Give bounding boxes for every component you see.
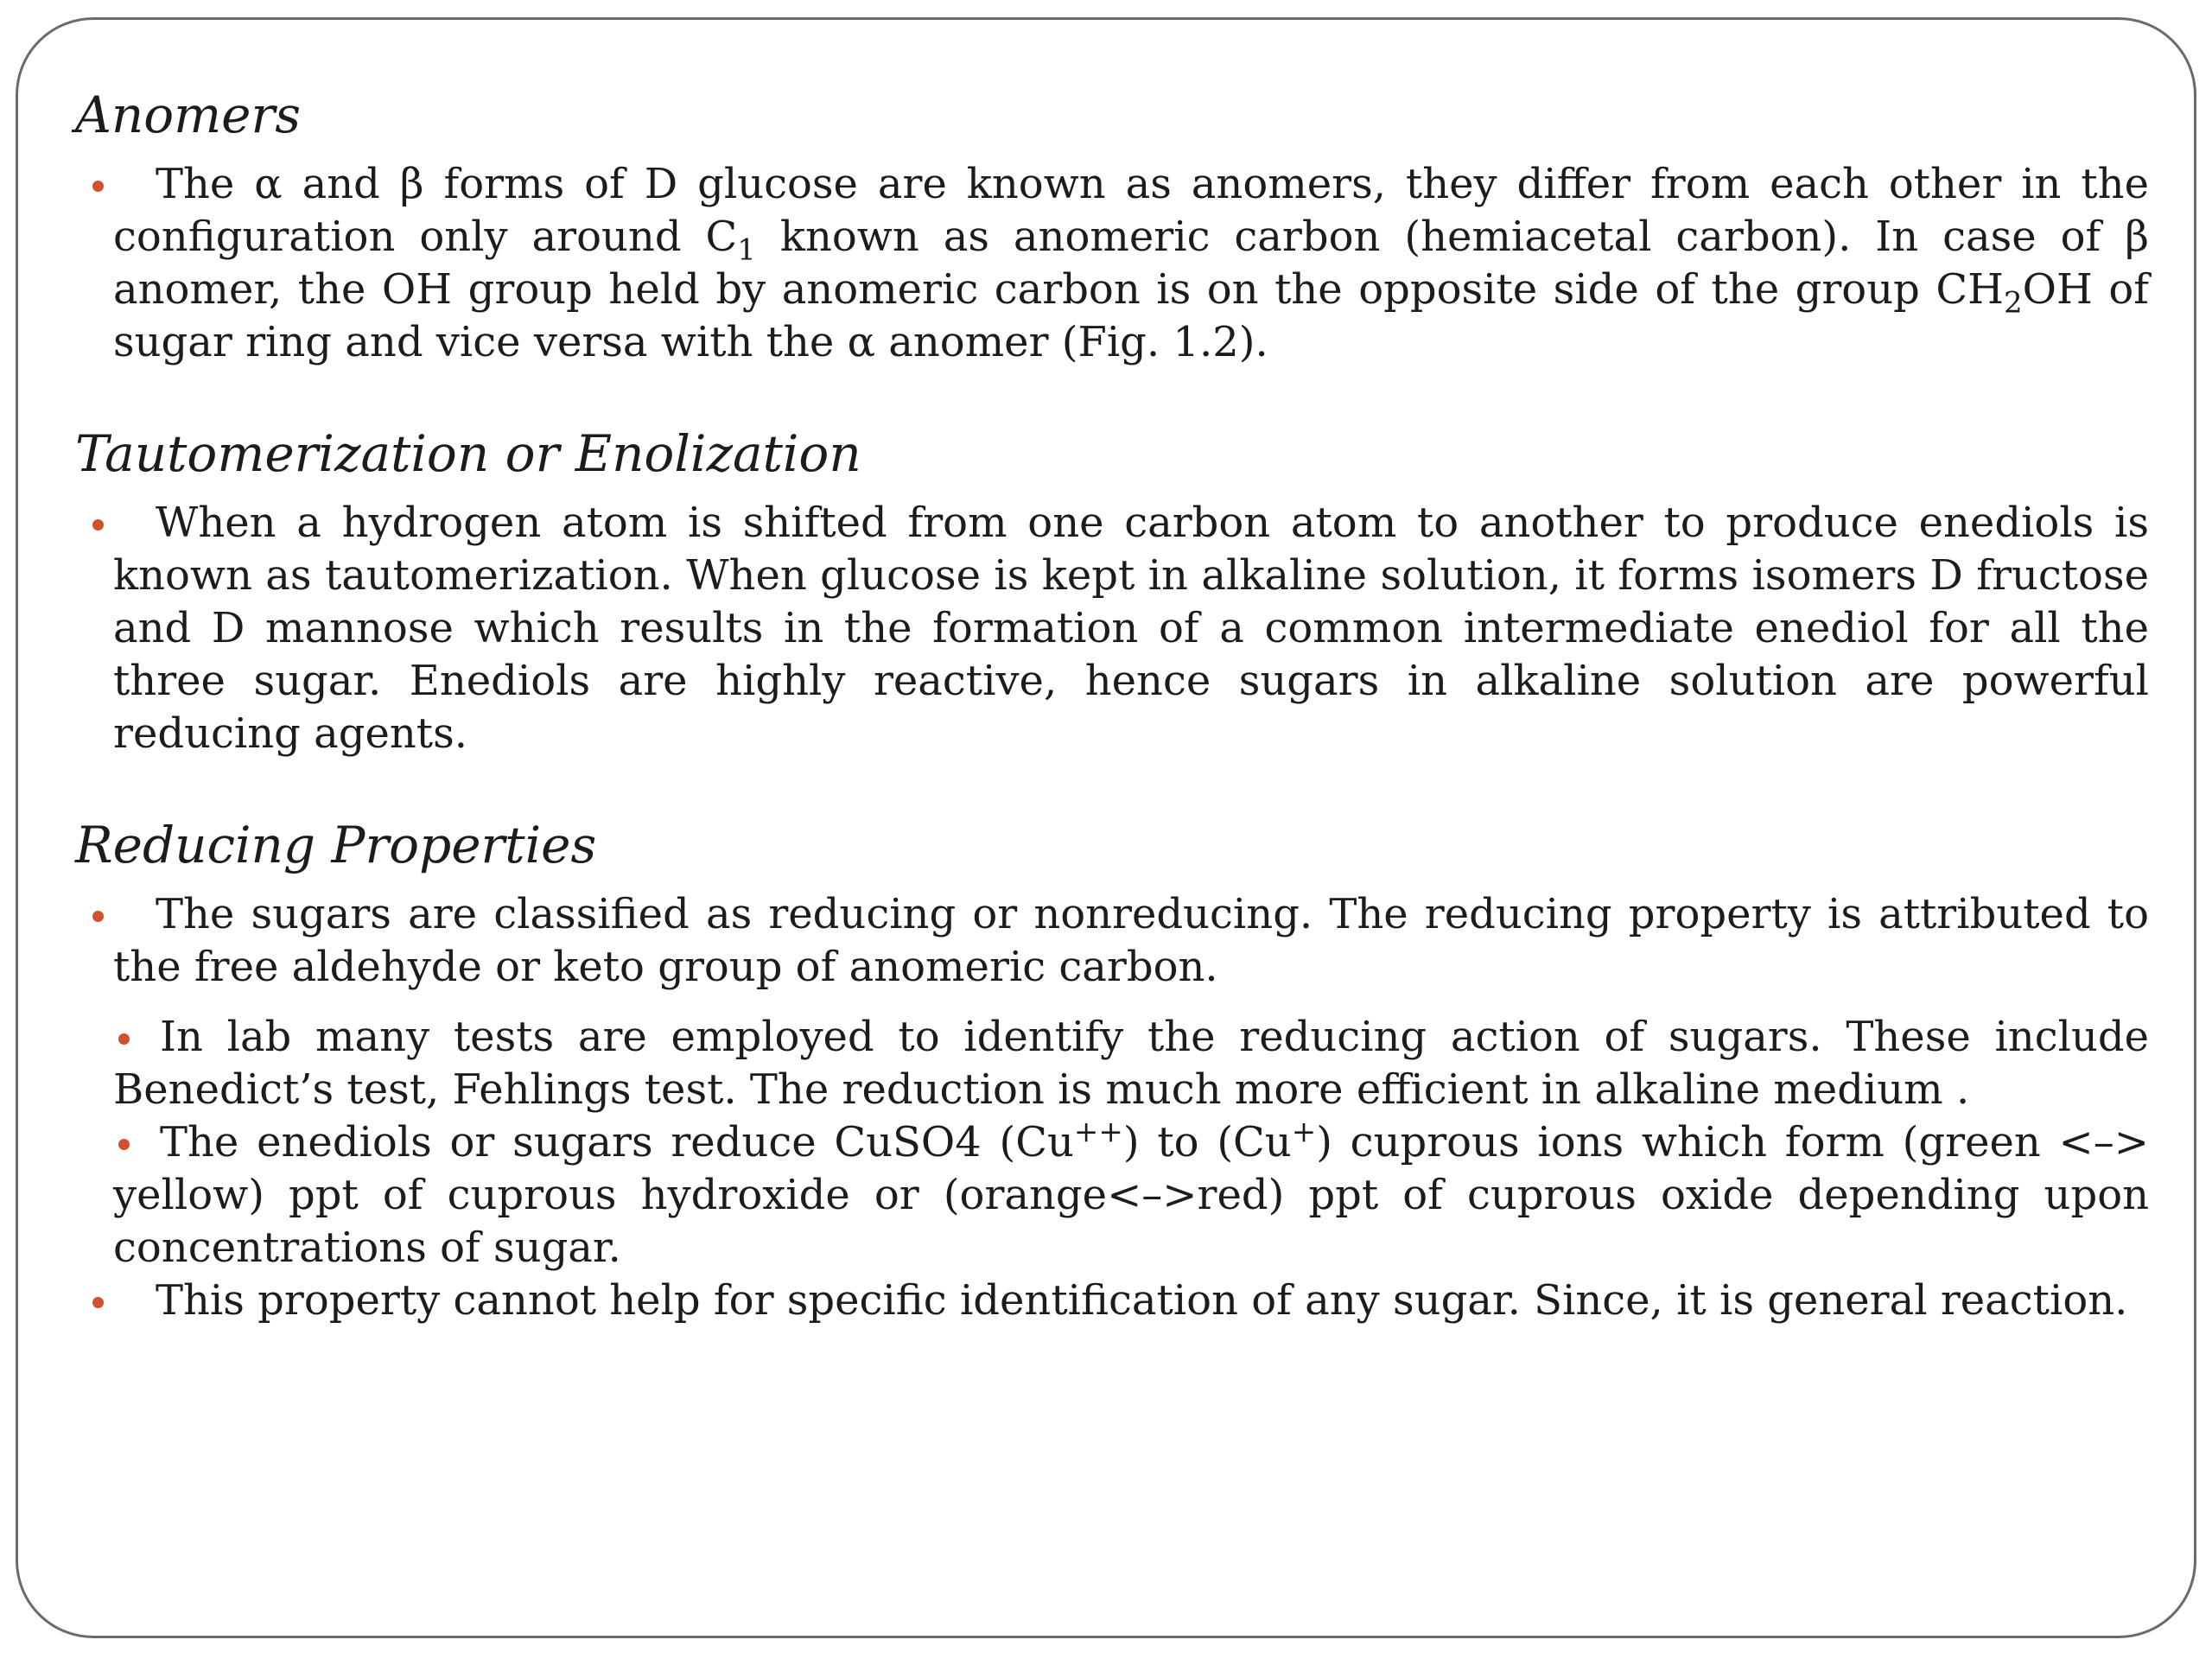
bullet-text: This property cannot help for specific identification of any sugar. Since, it is general reaction. (156, 1276, 2128, 1325)
bullet-reducing-2 (75, 1011, 2149, 1116)
bullet-text: When a hydrogen atom is shifted from one carbon atom to another to produce enediols is known as tautomerization. When glucose is kept in alkaline solution, it forms isomers D fructose and D mannose which results in the formation of a common intermediate enediol for all the three sugar. Enediols are highly reactive, hence sugars in alkaline solution are powerful reducing agents. (113, 499, 2149, 758)
bullet-dot-icon (118, 1033, 130, 1045)
bullet-dot-icon (118, 1139, 130, 1150)
bullet-text: OH of sugar ring and vice versa with the α anomer (Fig. 1.2). (113, 265, 2150, 366)
bullet-text: The sugars are classified as reducing or nonreducing. The reducing property is attributed to the free aldehyde or keto group of anomeric carbon. (113, 890, 2149, 991)
bullet-text: The enediols or sugars reduce CuSO4 (Cu (160, 1118, 1074, 1166)
bullet-reducing-1 (75, 888, 2149, 994)
subscript: 2 (2003, 285, 2023, 321)
heading-tautomerization: Tautomerization or Enolization (75, 424, 861, 483)
subscript: 1 (737, 232, 756, 268)
superscript: + (1291, 1115, 1317, 1149)
bullet-tautomerization (75, 497, 2149, 760)
heading-anomers: Anomers (75, 86, 301, 144)
slide-frame (16, 17, 2196, 1638)
bullet-anomers (75, 158, 2149, 369)
bullet-reducing-3 (75, 1116, 2149, 1274)
bullet-reducing-4 (75, 1274, 2149, 1327)
slide-content (75, 84, 2149, 1327)
bullet-text: ) cuprous ions which form (green <–> yellow) ppt of cuprous hydroxide or (orange<–>red) ppt of cuprous oxide depending upon concentrations of sugar. (113, 1118, 2149, 1272)
heading-reducing-properties: Reducing Properties (75, 816, 597, 874)
bullet-text: ) to (Cu (1122, 1118, 1292, 1166)
bullet-dot-icon (92, 519, 104, 531)
bullet-dot-icon (92, 181, 104, 192)
bullet-text: The α and β forms of D glucose are known as anomers, they differ from each other in the configuration only around C (113, 160, 2149, 261)
bullet-dot-icon (92, 1297, 104, 1308)
bullet-dot-icon (92, 911, 104, 922)
bullet-text: In lab many tests are employed to identify the reducing action of sugars. These include Benedict’s test, Fehlings test. The reduction is much more efficient in alkaline medium . (113, 1013, 2149, 1114)
bullet-text: known as anomeric carbon (hemiacetal carbon). In case of β anomer, the OH group held by anomeric carbon is on the opposite side of the group CH (113, 213, 2149, 314)
superscript: ++ (1073, 1115, 1123, 1149)
